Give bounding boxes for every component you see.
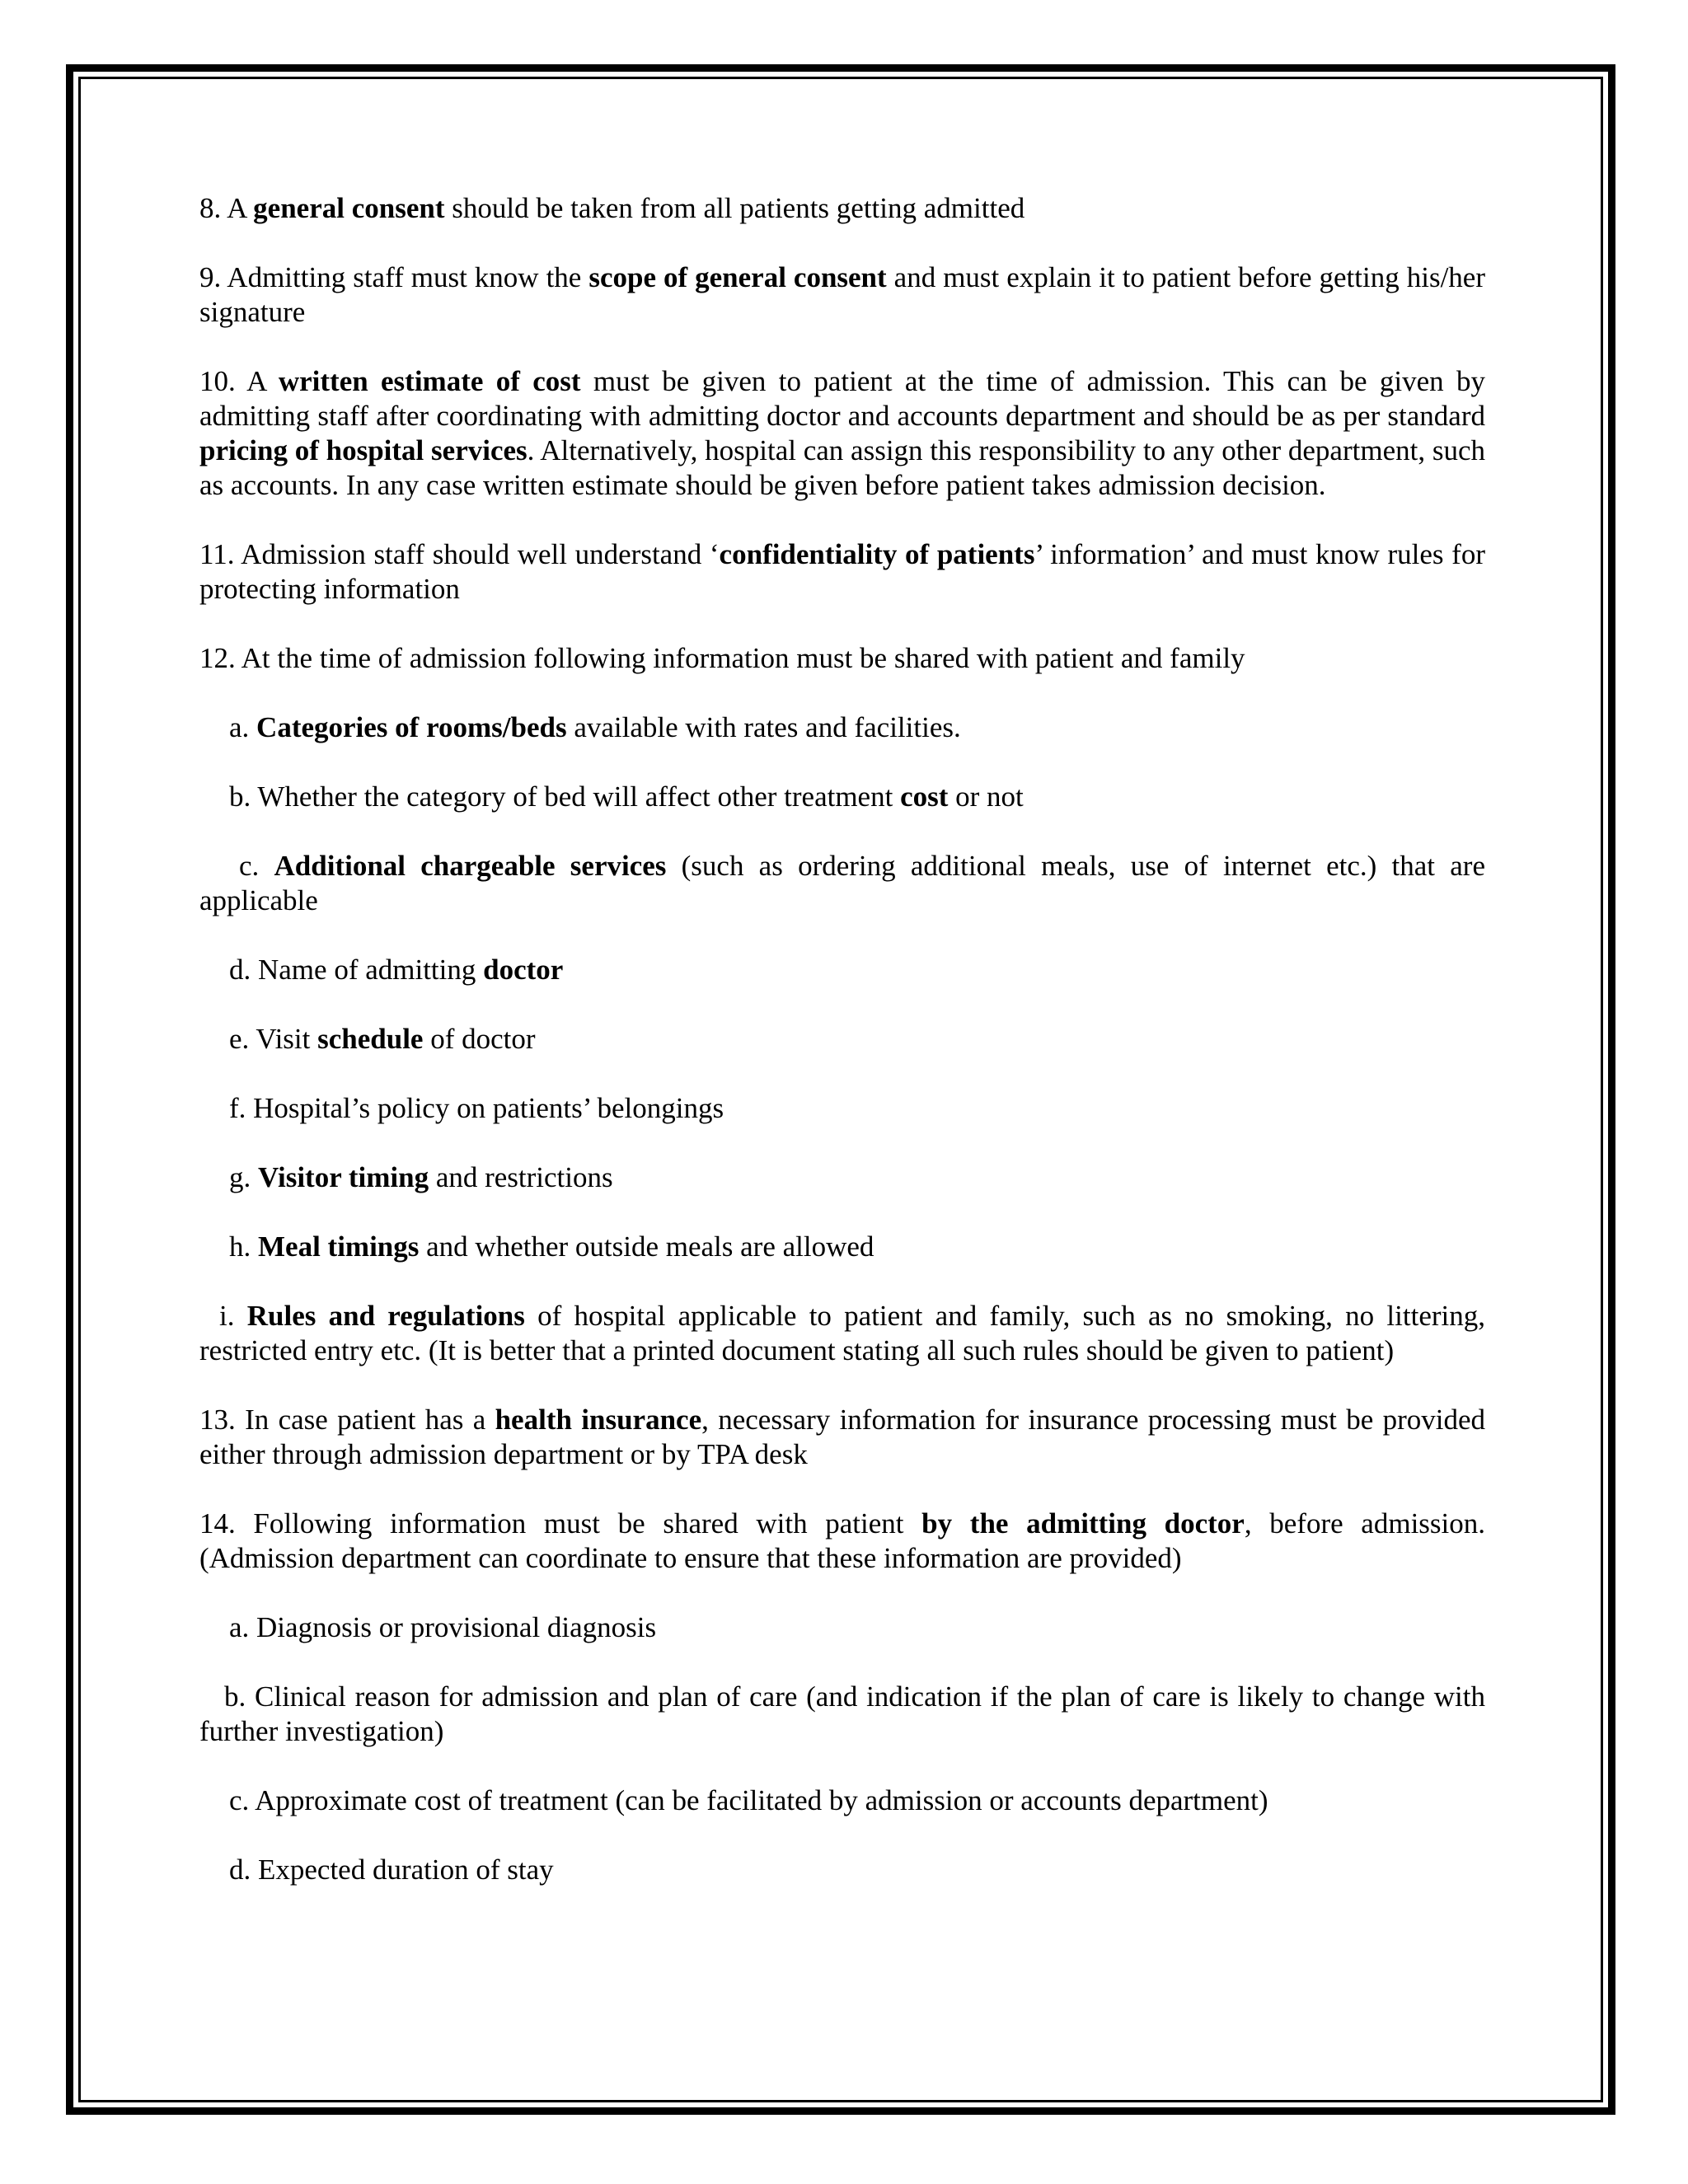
- paragraph-p14: [199, 1507, 1485, 1576]
- text-run: a. Diagnosis or provisional diagnosis: [229, 1611, 657, 1643]
- text-run: should be taken from all patients getting admitted: [444, 192, 1025, 224]
- bold-term: schedule: [317, 1023, 424, 1055]
- paragraph-p12d: [199, 953, 1485, 987]
- bold-term: Meal timings: [258, 1230, 420, 1263]
- text-run: 14. Following information must be shared with patient: [199, 1507, 922, 1540]
- text-run: ’ information’ and must know rules for protecting information: [199, 538, 1485, 605]
- bold-term: health insurance: [495, 1404, 702, 1436]
- text-run: c. Approximate cost of treatment (can be facilitated by admission or accounts department): [229, 1784, 1268, 1816]
- text-run: 8. A: [199, 192, 254, 224]
- text-run: a.: [229, 711, 257, 743]
- text-run: h.: [229, 1230, 258, 1263]
- paragraph-p14c: [199, 1783, 1485, 1818]
- bold-term: written estimate of cost: [278, 365, 581, 397]
- bold-term: doctor: [483, 954, 564, 986]
- bold-term: pricing of hospital services: [199, 434, 528, 466]
- document-body: [199, 191, 1485, 1887]
- text-run: of doctor: [423, 1023, 536, 1055]
- text-run: d. Expected duration of stay: [229, 1854, 554, 1886]
- bold-term: Visitor timing: [258, 1161, 429, 1193]
- paragraph-p13: [199, 1403, 1485, 1472]
- text-run: or not: [948, 780, 1024, 813]
- bold-term: by the admitting doctor: [921, 1507, 1245, 1540]
- paragraph-p14d: [199, 1853, 1485, 1887]
- bold-term: scope of general consent: [588, 261, 887, 293]
- bold-term: confidentiality of patients: [719, 538, 1035, 570]
- text-run: , before admission. (Admission department can coordinate to ensure that these information are provided): [199, 1507, 1486, 1574]
- bold-term: Rules and regulations: [246, 1300, 525, 1332]
- text-run: and whether outside meals are allowed: [419, 1230, 874, 1263]
- paragraph-p12: [199, 641, 1485, 676]
- paragraph-p14b: [199, 1680, 1485, 1749]
- paragraph-p8: [199, 191, 1485, 226]
- text-run: 12. At the time of admission following information must be shared with patient and family: [199, 642, 1245, 674]
- text-run: must be given to patient at the time of admission. This can be given by admitting staff after coordinating with admitting doctor and accounts department and should be as per standard: [199, 365, 1485, 432]
- bold-term: general consent: [253, 192, 445, 224]
- bold-term: Additional chargeable services: [274, 850, 667, 882]
- paragraph-p12i: [199, 1299, 1485, 1368]
- text-run: g.: [229, 1161, 258, 1193]
- paragraph-p12b: [199, 780, 1485, 814]
- paragraph-p9: [199, 260, 1485, 330]
- text-run: available with rates and facilities.: [566, 711, 961, 743]
- text-run: 10. A: [199, 365, 279, 397]
- paragraph-p11: [199, 537, 1485, 607]
- text-run: 11. Admission staff should well understand ‘: [199, 538, 720, 570]
- bold-term: Categories of rooms/beds: [256, 711, 567, 743]
- text-run: b. Clinical reason for admission and plan of care (and indication if the plan of care is likely to change with further investigation): [199, 1680, 1485, 1747]
- text-run: (such as ordering additional meals, use of internet etc.) that are applicable: [199, 850, 1485, 916]
- bold-term: cost: [900, 780, 949, 813]
- paragraph-p10: [199, 364, 1485, 503]
- text-run: of hospital applicable to patient and family, such as no smoking, no littering, restricted entry etc. (It is better that a printed document stating all such rules should be given to patient): [199, 1300, 1485, 1366]
- text-run: 13. In case patient has a: [199, 1404, 495, 1436]
- text-run: c.: [239, 850, 274, 882]
- text-run: . Alternatively, hospital can assign this responsibility to any other department, such as accounts. In any case written estimate should be given before patient takes admission decision.: [199, 434, 1485, 501]
- paragraph-p12c: [199, 849, 1485, 918]
- text-run: and must explain it to patient before getting his/her signature: [199, 261, 1485, 328]
- text-run: i.: [219, 1300, 247, 1332]
- text-run: e. Visit: [229, 1023, 318, 1055]
- text-run: f. Hospital’s policy on patients’ belongings: [229, 1092, 724, 1124]
- paragraph-p12f: [199, 1091, 1485, 1126]
- paragraph-p12a: [199, 710, 1485, 745]
- paragraph-p12e: [199, 1022, 1485, 1057]
- text-run: , necessary information for insurance processing must be provided either through admission department or by TPA desk: [199, 1404, 1485, 1470]
- paragraph-p14a: [199, 1610, 1485, 1645]
- paragraph-p12g: [199, 1160, 1485, 1195]
- text-run: and restrictions: [429, 1161, 613, 1193]
- text-run: d. Name of admitting: [229, 954, 484, 986]
- text-run: 9. Admitting staff must know the: [199, 261, 589, 293]
- paragraph-p12h: [199, 1230, 1485, 1264]
- text-run: b. Whether the category of bed will affect other treatment: [229, 780, 901, 813]
